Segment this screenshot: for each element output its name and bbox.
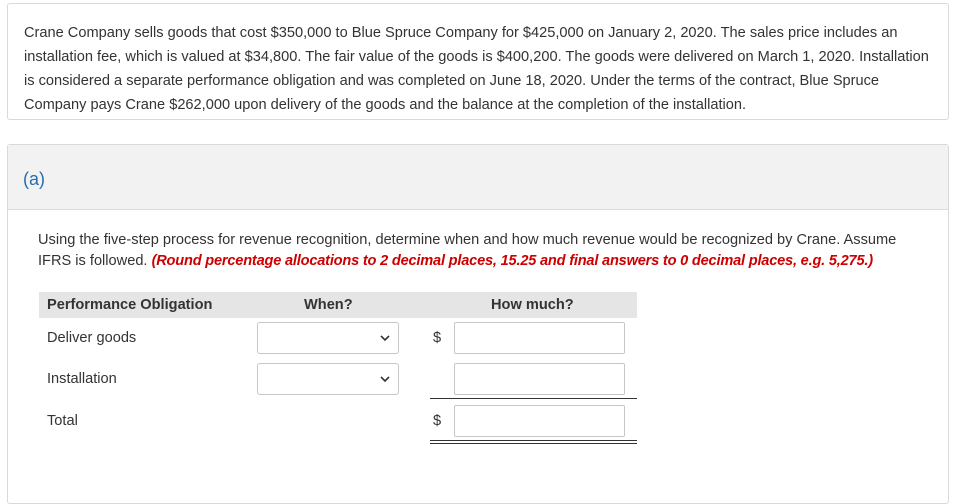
part-a-label: (a) — [23, 169, 45, 189]
amount-input-deliver-goods[interactable] — [454, 322, 625, 354]
row-label-installation: Installation — [47, 371, 117, 387]
problem-statement: Crane Company sells goods that cost $350,000 to Blue Spruce Company for $425,000 on January 2, 2020. The sales price includes an installation fee, which is valued at $34,800. The fair value of the goods is $400,200. The goods were delivered on March 1, 2020. Installation is considered a separate performance obligation and was completed on June 18, 2020. Under the terms of the contract, Blue Spruce Company pays Crane $262,000 upon delivery of the goods and the balance at the completion of the installation. — [24, 25, 929, 113]
amount-input-total[interactable] — [454, 405, 625, 437]
header-how-much: How much? — [491, 297, 574, 313]
part-a-header — [8, 145, 948, 210]
when-select-deliver-goods[interactable] — [257, 322, 399, 354]
when-select-installation[interactable] — [257, 363, 399, 395]
header-when: When? — [304, 297, 353, 313]
total-double-rule — [430, 440, 637, 444]
instructions — [38, 230, 928, 272]
currency-symbol-deliver-goods: $ — [433, 330, 442, 346]
subtotal-rule — [430, 398, 637, 399]
chevron-down-icon — [378, 330, 392, 346]
row-label-total: Total — [47, 413, 78, 429]
problem-card — [7, 3, 949, 120]
currency-symbol-total: $ — [433, 413, 442, 429]
table-header — [39, 292, 637, 318]
part-a-card — [7, 144, 949, 504]
amount-input-installation[interactable] — [454, 363, 625, 395]
row-label-deliver-goods: Deliver goods — [47, 330, 137, 346]
instructions-text: Using the five-step process for revenue recognition, determine when and how much revenue would be recognized by Crane. Assume IFRS is followed. — [38, 232, 897, 269]
header-performance-obligation: Performance Obligation — [47, 297, 213, 313]
chevron-down-icon — [378, 371, 392, 387]
rounding-note: (Round percentage allocations to 2 decimal places, 15.25 and final answers to 0 decimal places, e.g. 5,275.) — [151, 253, 873, 269]
